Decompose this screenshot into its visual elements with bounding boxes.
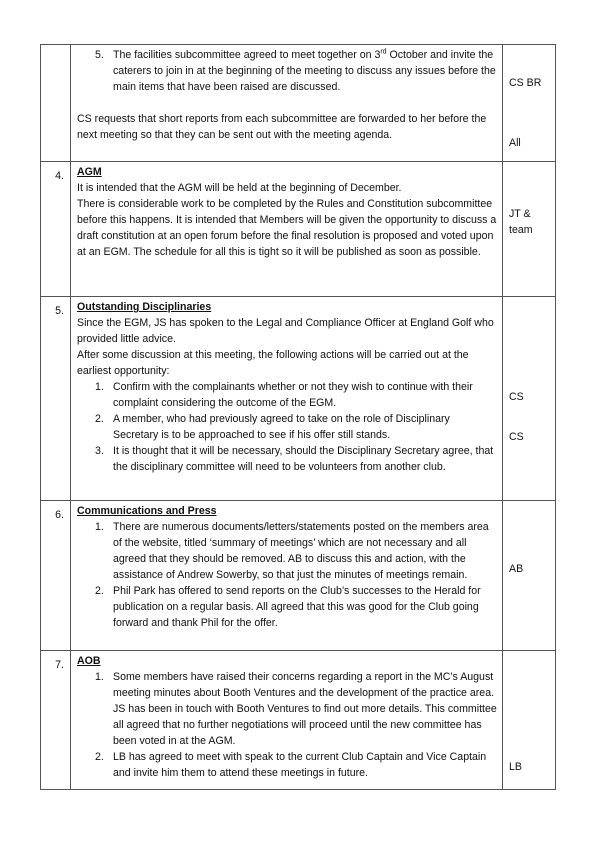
list-item bbox=[77, 519, 498, 583]
list-item bbox=[77, 583, 498, 631]
item-body bbox=[71, 501, 503, 651]
list-text: Some members have raised their concerns regarding a report in the MC’s August meeting minutes about Booth Ventures and the development of the practice area. JS has been in touch with Booth Ventures to find out more details. This committee all agreed that no further negotiations will proceed until the new committee has been voted in at the AGM. bbox=[113, 671, 497, 747]
section-heading: AGM bbox=[77, 166, 102, 178]
list-item bbox=[77, 47, 498, 95]
list-text: A member, who had previously agreed to take on the role of Disciplinary Secretary is to be approached to see if his offer still stands. bbox=[113, 413, 450, 441]
item-body bbox=[71, 162, 503, 297]
action-cell bbox=[503, 651, 556, 790]
action-owner: All bbox=[509, 137, 521, 149]
list-number: 5. bbox=[95, 49, 104, 61]
minutes-page bbox=[40, 44, 555, 790]
paragraph: It is intended that the AGM will be held at the beginning of December. bbox=[77, 182, 402, 194]
list-text: It is thought that it will be necessary, should the Disciplinary Secretary agree, that the disciplinary committee will need to be volunteers from another club. bbox=[113, 445, 494, 473]
list-text: Confirm with the complainants whether or not they wish to continue with their complaint considering the outcome of the EGM. bbox=[113, 381, 473, 409]
list-number: 1. bbox=[95, 381, 104, 393]
list-item bbox=[77, 411, 498, 443]
item-list bbox=[77, 47, 498, 95]
action-owner: CS bbox=[509, 431, 524, 443]
item-list bbox=[77, 669, 498, 781]
superscript: rd bbox=[380, 48, 387, 56]
action-owner: CS bbox=[509, 391, 524, 403]
list-text: There are numerous documents/letters/statements posted on the members area of the website, titled ‘summary of meetings’ which are not necessary and all agreed that they should be removed. AB to discuss this and action, with the assistance of Andrew Sowerby, so that just the minutes of meetings remain. bbox=[113, 521, 489, 581]
action-owner: JT & bbox=[509, 208, 531, 220]
paragraph: After some discussion at this meeting, the following actions will be carried out at the earliest opportunity: bbox=[77, 349, 469, 377]
section-heading: Communications and Press bbox=[77, 505, 217, 517]
item-list bbox=[77, 379, 498, 475]
list-number: 1. bbox=[95, 671, 104, 683]
list-number: 1. bbox=[95, 521, 104, 533]
list-item bbox=[77, 669, 498, 749]
list-number: 3. bbox=[95, 445, 104, 457]
table-row bbox=[41, 297, 556, 501]
list-number: 2. bbox=[95, 413, 104, 425]
item-number: 4. bbox=[41, 162, 71, 297]
section-heading: AOB bbox=[77, 655, 101, 667]
list-number: 2. bbox=[95, 751, 104, 763]
table-row bbox=[41, 45, 556, 162]
item-number bbox=[41, 45, 71, 162]
item-body bbox=[71, 297, 503, 501]
action-owner: CS BR bbox=[509, 77, 542, 89]
list-text-a: The facilities subcommittee agreed to meet together on 3 bbox=[113, 49, 381, 61]
list-text: Phil Park has offered to send reports on the Club’s successes to the Herald for publication on a regular basis. All agreed that this was good for the Club going forward and thank Phil for the offer. bbox=[113, 585, 481, 629]
section-heading: Outstanding Disciplinaries bbox=[77, 301, 212, 313]
list-item bbox=[77, 749, 498, 781]
action-cell bbox=[503, 45, 556, 162]
action-owner: team bbox=[509, 224, 533, 236]
action-cell bbox=[503, 162, 556, 297]
action-owner: AB bbox=[509, 563, 524, 575]
paragraph: CS requests that short reports from each subcommittee are forwarded to her before the next meeting so that they can be sent out with the meeting agenda. bbox=[77, 113, 487, 141]
item-number: 6. bbox=[41, 501, 71, 651]
list-number: 2. bbox=[95, 585, 104, 597]
table-row bbox=[41, 501, 556, 651]
action-cell bbox=[503, 501, 556, 651]
minutes-table bbox=[40, 44, 556, 790]
list-item bbox=[77, 443, 498, 475]
list-text-b: October and invite the caterers to join in at the beginning of the meeting to discuss any issues before the main items that have been raised are discussed. bbox=[113, 49, 496, 93]
list-text: LB has agreed to meet with speak to the current Club Captain and Vice Captain and invite him them to attend these meetings in future. bbox=[113, 751, 487, 779]
table-row bbox=[41, 651, 556, 790]
list-item bbox=[77, 379, 498, 411]
paragraph: There is considerable work to be completed by the Rules and Constitution subcommittee before this happens. It is intended that Members will be given the opportunity to discuss a draft constitution at an open forum before the final resolution is proposed and voted upon at an EGM. The schedule for all this is tight so it will be published as soon as possible. bbox=[77, 198, 497, 258]
table-row bbox=[41, 162, 556, 297]
paragraph: Since the EGM, JS has spoken to the Legal and Compliance Officer at England Golf who provided little advice. bbox=[77, 317, 494, 345]
item-body bbox=[71, 651, 503, 790]
item-list bbox=[77, 519, 498, 631]
item-number: 5. bbox=[41, 297, 71, 501]
action-cell bbox=[503, 297, 556, 501]
action-owner: LB bbox=[509, 761, 522, 773]
item-body bbox=[71, 45, 503, 162]
item-number: 7. bbox=[41, 651, 71, 790]
